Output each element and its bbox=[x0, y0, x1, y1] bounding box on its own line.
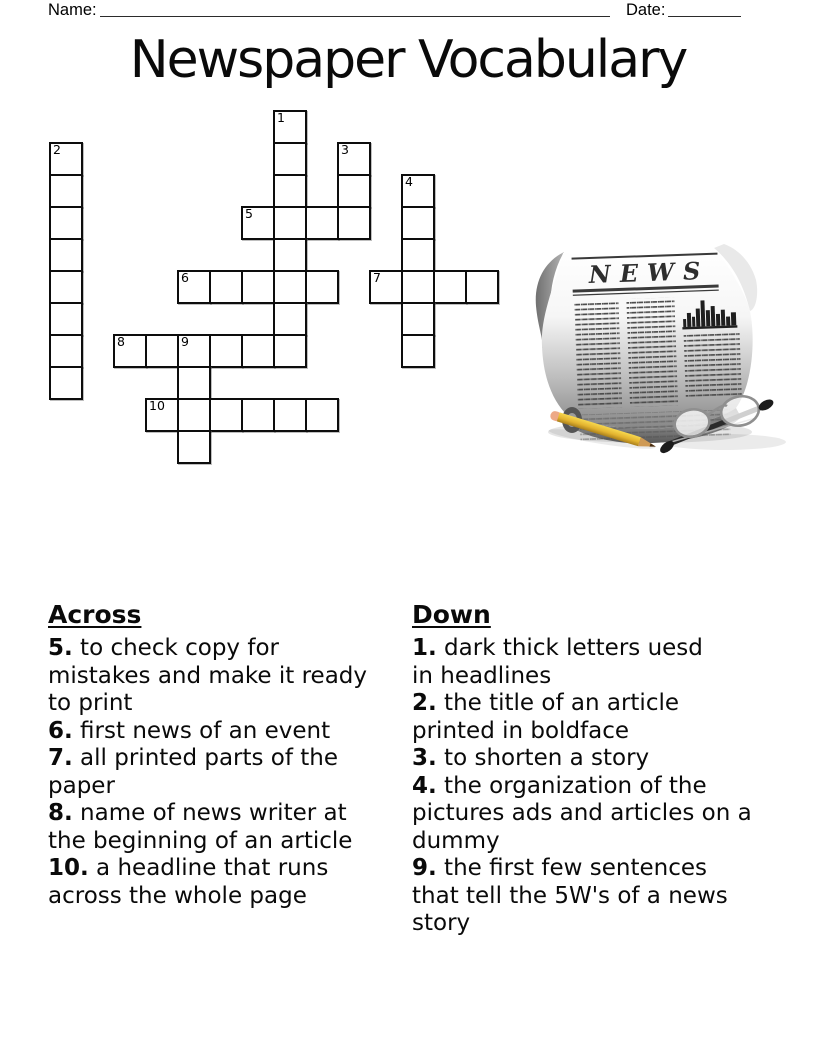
clue-number: 6. bbox=[48, 717, 73, 744]
clue-number: 9. bbox=[412, 855, 437, 881]
crossword-cell[interactable] bbox=[401, 334, 435, 368]
clue-number: 7. bbox=[48, 745, 73, 771]
newspaper-illustration bbox=[528, 236, 798, 466]
cell-number: 6 bbox=[181, 270, 189, 285]
crossword-cell[interactable] bbox=[401, 270, 435, 304]
crossword-cell[interactable] bbox=[49, 366, 83, 400]
name-label: Name: bbox=[48, 1, 97, 19]
clue-item: 4. the organization of the pictures ads and articles on a dummy bbox=[412, 772, 752, 854]
crossword-cell[interactable] bbox=[145, 398, 179, 432]
crossword-cell[interactable] bbox=[273, 302, 307, 336]
clue-item: 2. the title of an article printed in boldface bbox=[412, 690, 680, 744]
name-blank-line[interactable] bbox=[100, 0, 610, 17]
cell-number: 10 bbox=[149, 398, 165, 413]
clue-number: 10. bbox=[48, 855, 89, 881]
clue-item: 7. all printed parts of the paper bbox=[48, 745, 339, 799]
crossword-cell[interactable] bbox=[209, 398, 243, 432]
clue-item: 6. first news of an event bbox=[48, 717, 331, 744]
cell-number: 2 bbox=[53, 142, 61, 157]
crossword-cell[interactable] bbox=[241, 334, 275, 368]
across-clue-list bbox=[48, 635, 410, 910]
crossword-cell[interactable] bbox=[337, 174, 371, 208]
crossword-cell[interactable] bbox=[241, 270, 275, 304]
clue-number: 4. bbox=[412, 772, 437, 799]
cell-number: 9 bbox=[181, 334, 189, 349]
crossword-cell[interactable] bbox=[433, 270, 467, 304]
crossword-cell[interactable] bbox=[465, 270, 499, 304]
clue-number: 2. bbox=[412, 690, 437, 716]
crossword-cell[interactable] bbox=[49, 302, 83, 336]
news-masthead: NEWS bbox=[588, 255, 710, 290]
crossword-cell[interactable] bbox=[177, 398, 211, 432]
crossword-cell[interactable] bbox=[273, 334, 307, 368]
crossword-cell[interactable] bbox=[177, 334, 211, 368]
crossword-cell[interactable] bbox=[273, 110, 307, 144]
clue-number: 5. bbox=[48, 635, 73, 661]
across-clues-section bbox=[48, 601, 410, 910]
crossword-cell[interactable] bbox=[177, 430, 211, 464]
clue-number: 8. bbox=[48, 800, 73, 826]
cell-number: 3 bbox=[341, 142, 349, 157]
crossword-cell[interactable] bbox=[177, 366, 211, 400]
down-heading: Down bbox=[412, 600, 491, 629]
crossword-cell[interactable] bbox=[209, 270, 243, 304]
down-clue-list bbox=[412, 635, 810, 938]
clue-item: 3. to shorten a story bbox=[412, 745, 650, 771]
crossword-cell[interactable] bbox=[145, 334, 179, 368]
crossword-cell[interactable] bbox=[337, 206, 371, 240]
cell-number: 7 bbox=[373, 270, 381, 285]
date-label: Date: bbox=[626, 1, 666, 19]
crossword-cell[interactable] bbox=[273, 142, 307, 176]
crossword-cell[interactable] bbox=[305, 206, 339, 240]
crossword-cell[interactable] bbox=[49, 206, 83, 240]
crossword-cell[interactable] bbox=[401, 238, 435, 272]
crossword-cell[interactable] bbox=[49, 334, 83, 368]
clue-item: 5. to check copy for mistakes and make it ready to print bbox=[48, 635, 368, 716]
crossword-cell[interactable] bbox=[241, 206, 275, 240]
crossword-cell[interactable] bbox=[273, 270, 307, 304]
crossword-cell[interactable] bbox=[241, 398, 275, 432]
clue-item: 10. a headline that runs across the whole page bbox=[48, 855, 329, 909]
clue-item: 9. the first few sentences that tell the 5W's of a news story bbox=[412, 855, 728, 936]
crossword-cell[interactable] bbox=[401, 302, 435, 336]
cell-number: 8 bbox=[117, 334, 125, 349]
across-heading: Across bbox=[48, 600, 142, 629]
crossword-cell[interactable] bbox=[401, 174, 435, 208]
cell-number: 5 bbox=[245, 206, 253, 221]
crossword-cell[interactable] bbox=[305, 270, 339, 304]
clue-item: 8. name of news writer at the beginning of an article bbox=[48, 800, 353, 854]
crossword-cell[interactable] bbox=[177, 270, 211, 304]
crossword-cell[interactable] bbox=[273, 238, 307, 272]
crossword-cell[interactable] bbox=[305, 398, 339, 432]
crossword-cell[interactable] bbox=[273, 206, 307, 240]
crossword-cell[interactable] bbox=[369, 270, 403, 304]
clue-number: 3. bbox=[412, 745, 437, 771]
date-blank-line[interactable] bbox=[668, 0, 741, 17]
crossword-cell[interactable] bbox=[113, 334, 147, 368]
down-clues-section bbox=[412, 601, 810, 938]
clue-number: 1. bbox=[412, 635, 437, 661]
crossword-cell[interactable] bbox=[273, 174, 307, 208]
crossword-cell[interactable] bbox=[49, 142, 83, 176]
cell-number: 1 bbox=[277, 110, 285, 125]
crossword-cell[interactable] bbox=[49, 238, 83, 272]
crossword-cell[interactable] bbox=[401, 206, 435, 240]
clue-item: 1. dark thick letters uesd in headlines bbox=[412, 635, 703, 689]
page-title: Newspaper Vocabulary bbox=[129, 30, 687, 90]
crossword-cell[interactable] bbox=[209, 334, 243, 368]
crossword-cell[interactable] bbox=[273, 398, 307, 432]
crossword-cell[interactable] bbox=[49, 270, 83, 304]
crossword-cell[interactable] bbox=[49, 174, 83, 208]
crossword-cell[interactable] bbox=[337, 142, 371, 176]
cell-number: 4 bbox=[405, 174, 413, 189]
crossword-grid bbox=[49, 110, 501, 466]
